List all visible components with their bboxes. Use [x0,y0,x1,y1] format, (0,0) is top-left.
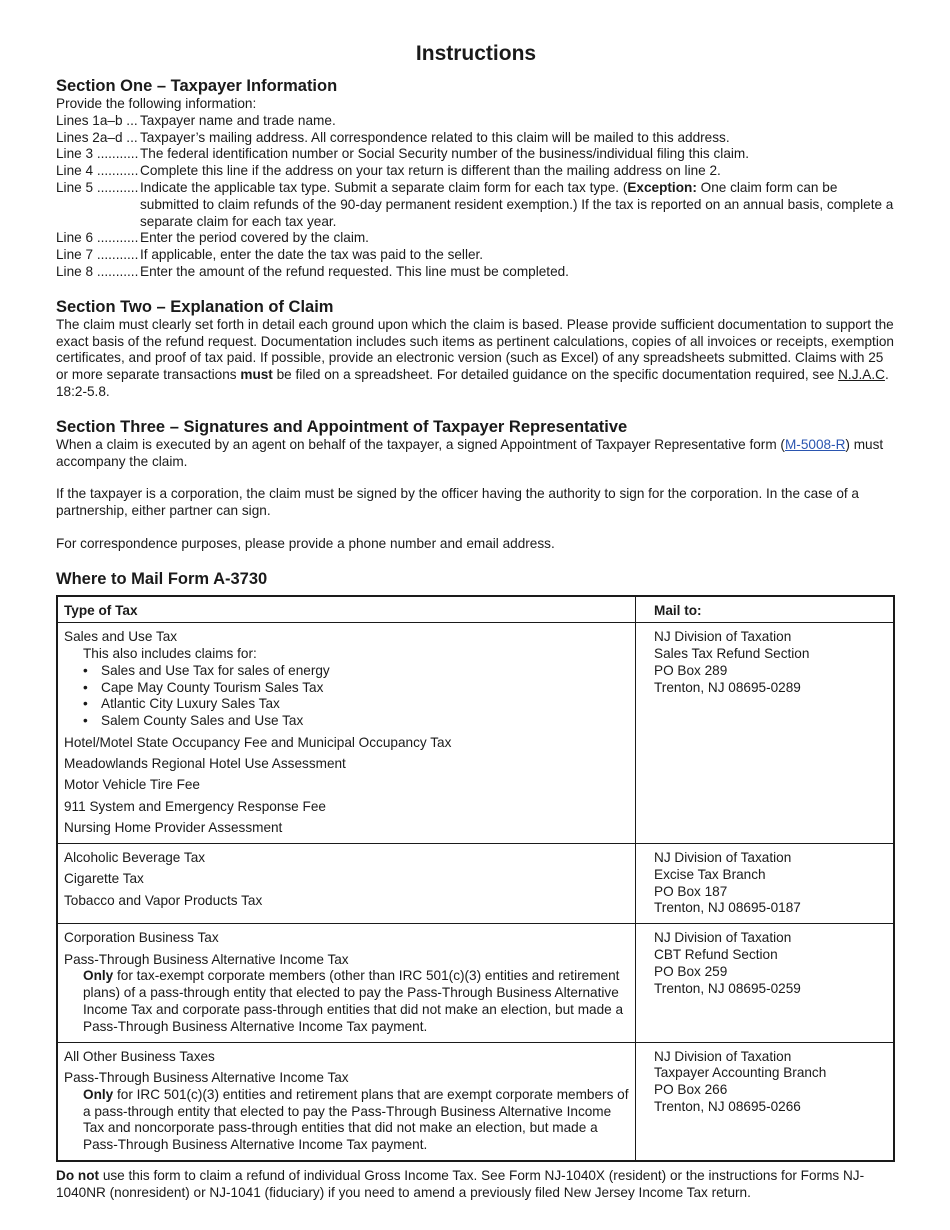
line-7-row [56,247,896,264]
table-row [57,843,894,923]
line-text [140,180,896,230]
address-line: NJ Division of Taxation [654,1048,792,1064]
address-line: Trenton, NJ 08695-0289 [654,679,801,695]
line-text: If applicable, enter the date the tax was paid to the seller. [140,247,484,263]
line-5-row [56,180,896,230]
tax-types-cell [57,623,636,844]
section-three-p1-end: ) must accompany the claim. [56,436,884,469]
line-5-text-start: Indicate the applicable tax type. Submit a separate claim form for each tax type. ( [140,179,628,195]
mailing-address-cell [636,843,895,923]
tax-type: Meadowlands Regional Hotel Use Assessment [64,756,346,771]
tax-type: Motor Vehicle Tire Fee [64,777,200,793]
line-label: Line 7 ........... [56,247,139,263]
line-4-row [56,163,896,180]
address-line: Trenton, NJ 08695-0266 [654,1098,801,1114]
tax-type: Pass-Through Business Alternative Income Tax [64,1069,349,1085]
section-two-text-middle: be filed on a spreadsheet. For detailed guidance on the specific documentation required, see [272,367,839,383]
tax-type-group [64,952,629,1036]
address-line: Trenton, NJ 08695-0259 [654,980,801,996]
section-three-p3: For correspondence purposes, please provide a phone number and email address. [56,535,555,551]
section-two-text-start: The claim must clearly set forth in detail each ground upon which the claim is based. Please provide sufficient documentation to support the exact basis of the refund request. Documentation includes such items as pertinent calculations, copies of all invoices or receipts, exemption certificates, and proof of tax paid. If possible, provide an electronic version (such as Excel) of any spreadsheets submitted. Claims with 25 or more separate transactions [56,316,894,383]
list-item: • Salem County Sales and Use Tax [64,713,629,730]
line-5-text-end: One claim form can be submitted to claim refunds of the 90-day permanent resident exemption.) If the tax is reported on an annual basis, complete a separate claim for each tax year. [140,179,894,229]
tax-type-group [64,1070,629,1154]
list-item: • Cape May County Tourism Sales Tax [64,680,629,697]
tax-types-cell [57,924,636,1042]
eligibility-text: for IRC 501(c)(3) entities and retirement plans that are exempt corporate members of a pass-through entity that elected to pay the Pass-Through Business Alternative Income Tax and noncorporate pass-through entities that did not make an election, but made a Pass-Through Business Alternative Income Tax payment. [83,1086,629,1153]
mail-table [56,595,895,1162]
line-label: Line 8 ........... [56,263,139,279]
line-text: Taxpayer name and trade name. [140,112,336,128]
section-one-intro: Provide the following information: [56,96,257,111]
tax-type-group [64,629,629,730]
table-row [57,924,894,1042]
line-label: Line 3 ........... [56,146,139,162]
tax-type: Hotel/Motel State Occupancy Fee and Municipal Occupancy Tax [64,734,452,750]
list-item: • Sales and Use Tax for sales of energy [64,663,629,680]
section-one-heading: Section One – Taxpayer Information [56,77,338,95]
table-header-row [57,596,894,623]
line-6-row [56,230,896,247]
includes-note: This also includes claims for: [83,646,257,662]
mailing-address-cell [636,924,895,1042]
njac-link[interactable]: N.J.A.C [838,367,885,383]
address-line: PO Box 289 [654,662,728,678]
m-5008-r-link[interactable]: M-5008-R [784,436,846,452]
tax-type: Cigarette Tax [64,871,144,887]
tax-types-cell [57,1042,636,1161]
line-text: Complete this line if the address on your tax return is different than the mailing address on line 2. [140,163,721,179]
line-text: Enter the period covered by the claim. [140,230,369,246]
do-not-emphasis: Do not [56,1167,100,1183]
list-item: • Atlantic City Luxury Sales Tax [64,696,629,713]
included-list [64,663,629,730]
exception-label: Exception: [627,179,697,195]
tax-type: Tobacco and Vapor Products Tax [64,892,263,908]
tax-type: Pass-Through Business Alternative Income Tax [64,951,349,967]
section-two-text-end: . 18:2-5.8. [56,367,889,399]
tax-type: All Other Business Taxes [64,1048,215,1064]
address-line: NJ Division of Taxation [654,930,792,946]
address-line: Trenton, NJ 08695-0187 [654,900,801,916]
page-title: Instructions [415,42,537,65]
line-text: Enter the amount of the refund requested. This line must be completed. [140,263,569,279]
tax-type: Sales and Use Tax [64,629,178,645]
instructions-page [56,40,896,1202]
line-label: Lines 1a–b ... [56,112,138,128]
footer-text: use this form to claim a refund of individual Gross Income Tax. See Form NJ-1040X (resident) or the instructions for Forms NJ-1040NR (nonresident) or NJ-1041 (fiduciary) if you need to amend a previously filed New Jersey Income Tax return. [56,1167,865,1200]
line-1-row [56,113,896,130]
section-two-text [56,317,896,401]
line-3-row [56,146,896,163]
line-text: Taxpayer’s mailing address. All correspondence related to this claim will be mailed to this address. [140,129,730,145]
eligibility-note [64,968,629,1035]
table-row [57,1042,894,1161]
only-emphasis: Only [83,1086,114,1102]
mailing-address-cell [636,1042,895,1161]
address-line: Sales Tax Refund Section [654,646,810,662]
line-2-row [56,130,896,147]
line-8-row [56,264,896,281]
section-three-p1-start: When a claim is executed by an agent on behalf of the taxpayer, a signed Appointment of Taxpayer Representative form ( [56,436,785,452]
table-row [57,623,894,844]
tax-type: Corporation Business Tax [64,930,219,946]
footer-note [56,1168,896,1202]
address-line: Taxpayer Accounting Branch [654,1065,827,1081]
line-text: The federal identification number or Social Security number of the business/individual filing this claim. [140,146,750,162]
mail-to-header: Mail to: [636,596,895,623]
tax-types-cell [57,843,636,923]
section-three-heading: Section Three – Signatures and Appointment of Taxpayer Representative [56,417,628,436]
type-of-tax-header: Type of Tax [57,596,636,623]
address-line: CBT Refund Section [654,946,778,962]
address-line: NJ Division of Taxation [654,849,792,865]
eligibility-text: for tax-exempt corporate members (other than IRC 501(c)(3) entities and retirement plans) of a pass-through entity that elected to pay the Pass-Through Business Alternative Income Tax and corporate pass-through entities that did not make an election, but made a Pass-Through Business Alternative Income Tax payment. [83,968,624,1034]
line-label: Line 4 ........... [56,163,139,179]
section-three-p1 [56,437,896,471]
line-label: Line 5 ........... [56,179,139,195]
only-emphasis: Only [83,968,114,984]
address-line: PO Box 266 [654,1082,728,1098]
line-label: Lines 2a–d ... [56,129,138,145]
tax-type: Alcoholic Beverage Tax [64,849,206,865]
section-three-p2: If the taxpayer is a corporation, the claim must be signed by the officer having the authority to sign for the corporation. In the case of a partnership, either partner can sign. [56,486,859,519]
eligibility-note [64,1087,629,1154]
address-line: PO Box 187 [654,883,728,899]
section-two-heading: Section Two – Explanation of Claim [56,297,334,316]
address-line: PO Box 259 [654,963,728,979]
must-emphasis: must [240,367,273,383]
tax-type: 911 System and Emergency Response Fee [64,798,326,814]
mail-heading: Where to Mail Form A-3730 [56,569,268,588]
line-label: Line 6 ........... [56,230,139,246]
address-line: Excise Tax Branch [654,866,766,882]
mailing-address-cell [636,623,895,844]
address-line: NJ Division of Taxation [654,629,792,645]
tax-type: Nursing Home Provider Assessment [64,820,283,836]
